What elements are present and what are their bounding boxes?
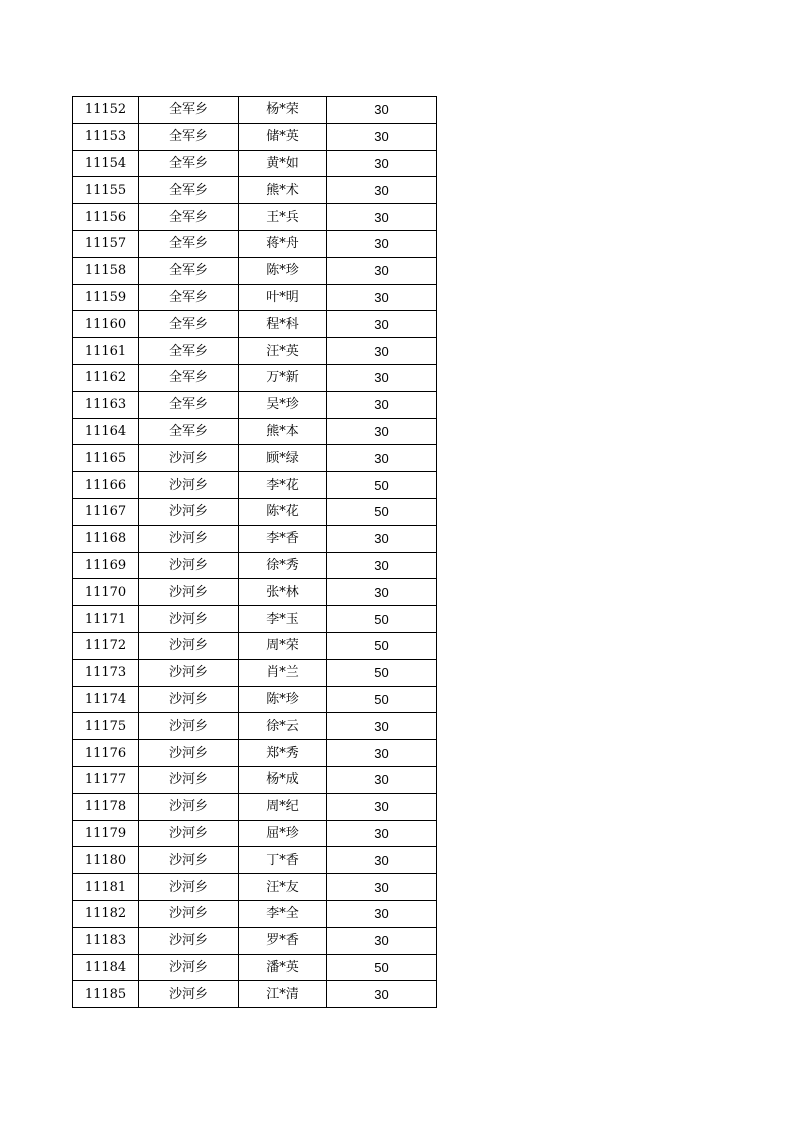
amount-cell: 30 xyxy=(327,338,437,365)
town-cell: 全军乡 xyxy=(139,311,239,338)
amount-cell: 30 xyxy=(327,364,437,391)
amount-cell: 30 xyxy=(327,552,437,579)
id-cell: 11164 xyxy=(73,418,139,445)
amount-cell: 30 xyxy=(327,525,437,552)
table-row xyxy=(73,793,437,820)
amount-cell: 30 xyxy=(327,230,437,257)
amount-cell: 50 xyxy=(327,659,437,686)
amount-cell: 30 xyxy=(327,579,437,606)
table-row xyxy=(73,954,437,981)
name-cell: 李*全 xyxy=(239,900,327,927)
amount-cell: 50 xyxy=(327,498,437,525)
name-cell: 张*林 xyxy=(239,579,327,606)
name-cell: 吴*珍 xyxy=(239,391,327,418)
name-cell: 李*花 xyxy=(239,472,327,499)
town-cell: 全军乡 xyxy=(139,177,239,204)
amount-cell: 30 xyxy=(327,284,437,311)
amount-cell: 50 xyxy=(327,954,437,981)
id-cell: 11172 xyxy=(73,632,139,659)
name-cell: 黄*如 xyxy=(239,150,327,177)
amount-cell: 50 xyxy=(327,606,437,633)
table-row xyxy=(73,418,437,445)
table-row xyxy=(73,606,437,633)
name-cell: 汪*友 xyxy=(239,874,327,901)
table-row xyxy=(73,123,437,150)
amount-cell: 30 xyxy=(327,150,437,177)
amount-cell: 30 xyxy=(327,257,437,284)
id-cell: 11162 xyxy=(73,364,139,391)
town-cell: 沙河乡 xyxy=(139,981,239,1008)
amount-cell: 30 xyxy=(327,874,437,901)
name-cell: 徐*秀 xyxy=(239,552,327,579)
table-row xyxy=(73,311,437,338)
table-row xyxy=(73,579,437,606)
table-row xyxy=(73,472,437,499)
id-cell: 11170 xyxy=(73,579,139,606)
table-row xyxy=(73,498,437,525)
id-cell: 11183 xyxy=(73,927,139,954)
id-cell: 11171 xyxy=(73,606,139,633)
amount-cell: 30 xyxy=(327,418,437,445)
id-cell: 11175 xyxy=(73,713,139,740)
id-cell: 11160 xyxy=(73,311,139,338)
amount-cell: 30 xyxy=(327,445,437,472)
table-row xyxy=(73,740,437,767)
id-cell: 11165 xyxy=(73,445,139,472)
id-cell: 11176 xyxy=(73,740,139,767)
name-cell: 万*新 xyxy=(239,364,327,391)
town-cell: 沙河乡 xyxy=(139,659,239,686)
name-cell: 郑*秀 xyxy=(239,740,327,767)
table-row xyxy=(73,391,437,418)
name-cell: 王*兵 xyxy=(239,204,327,231)
amount-cell: 30 xyxy=(327,311,437,338)
id-cell: 11181 xyxy=(73,874,139,901)
table-row xyxy=(73,525,437,552)
name-cell: 屈*珍 xyxy=(239,820,327,847)
name-cell: 肖*兰 xyxy=(239,659,327,686)
town-cell: 全军乡 xyxy=(139,391,239,418)
town-cell: 沙河乡 xyxy=(139,954,239,981)
town-cell: 沙河乡 xyxy=(139,525,239,552)
name-cell: 程*科 xyxy=(239,311,327,338)
id-cell: 11180 xyxy=(73,847,139,874)
amount-cell: 30 xyxy=(327,847,437,874)
table-row xyxy=(73,659,437,686)
table-row xyxy=(73,820,437,847)
name-cell: 杨*成 xyxy=(239,766,327,793)
town-cell: 沙河乡 xyxy=(139,498,239,525)
id-cell: 11178 xyxy=(73,793,139,820)
name-cell: 潘*英 xyxy=(239,954,327,981)
table-row xyxy=(73,150,437,177)
town-cell: 全军乡 xyxy=(139,123,239,150)
town-cell: 全军乡 xyxy=(139,230,239,257)
town-cell: 全军乡 xyxy=(139,257,239,284)
town-cell: 沙河乡 xyxy=(139,686,239,713)
town-cell: 沙河乡 xyxy=(139,740,239,767)
table-row xyxy=(73,177,437,204)
amount-cell: 50 xyxy=(327,686,437,713)
table-row xyxy=(73,284,437,311)
id-cell: 11152 xyxy=(73,97,139,124)
amount-cell: 30 xyxy=(327,713,437,740)
name-cell: 丁*香 xyxy=(239,847,327,874)
id-cell: 11156 xyxy=(73,204,139,231)
id-cell: 11173 xyxy=(73,659,139,686)
town-cell: 沙河乡 xyxy=(139,927,239,954)
amount-cell: 30 xyxy=(327,177,437,204)
town-cell: 沙河乡 xyxy=(139,820,239,847)
name-cell: 周*荣 xyxy=(239,632,327,659)
amount-cell: 30 xyxy=(327,927,437,954)
table-row xyxy=(73,874,437,901)
table-row xyxy=(73,364,437,391)
town-cell: 全军乡 xyxy=(139,97,239,124)
town-cell: 沙河乡 xyxy=(139,713,239,740)
amount-cell: 30 xyxy=(327,981,437,1008)
table-row xyxy=(73,900,437,927)
id-cell: 11185 xyxy=(73,981,139,1008)
amount-cell: 50 xyxy=(327,632,437,659)
table-row xyxy=(73,847,437,874)
name-cell: 杨*荣 xyxy=(239,97,327,124)
table-row xyxy=(73,686,437,713)
data-table xyxy=(72,96,437,1008)
town-cell: 沙河乡 xyxy=(139,793,239,820)
id-cell: 11166 xyxy=(73,472,139,499)
id-cell: 11182 xyxy=(73,900,139,927)
town-cell: 沙河乡 xyxy=(139,472,239,499)
amount-cell: 30 xyxy=(327,900,437,927)
table-row xyxy=(73,766,437,793)
id-cell: 11177 xyxy=(73,766,139,793)
name-cell: 叶*明 xyxy=(239,284,327,311)
town-cell: 沙河乡 xyxy=(139,766,239,793)
town-cell: 沙河乡 xyxy=(139,579,239,606)
name-cell: 汪*英 xyxy=(239,338,327,365)
id-cell: 11157 xyxy=(73,230,139,257)
amount-cell: 30 xyxy=(327,204,437,231)
amount-cell: 30 xyxy=(327,97,437,124)
table-row xyxy=(73,257,437,284)
town-cell: 全军乡 xyxy=(139,284,239,311)
amount-cell: 30 xyxy=(327,391,437,418)
amount-cell: 30 xyxy=(327,123,437,150)
id-cell: 11159 xyxy=(73,284,139,311)
table-row xyxy=(73,97,437,124)
name-cell: 罗*香 xyxy=(239,927,327,954)
name-cell: 陈*珍 xyxy=(239,686,327,713)
town-cell: 沙河乡 xyxy=(139,606,239,633)
name-cell: 储*英 xyxy=(239,123,327,150)
table-row xyxy=(73,713,437,740)
town-cell: 沙河乡 xyxy=(139,552,239,579)
amount-cell: 30 xyxy=(327,740,437,767)
town-cell: 全军乡 xyxy=(139,418,239,445)
id-cell: 11161 xyxy=(73,338,139,365)
name-cell: 顾*绿 xyxy=(239,445,327,472)
name-cell: 熊*本 xyxy=(239,418,327,445)
amount-cell: 30 xyxy=(327,793,437,820)
id-cell: 11154 xyxy=(73,150,139,177)
id-cell: 11153 xyxy=(73,123,139,150)
id-cell: 11179 xyxy=(73,820,139,847)
town-cell: 沙河乡 xyxy=(139,632,239,659)
id-cell: 11168 xyxy=(73,525,139,552)
name-cell: 徐*云 xyxy=(239,713,327,740)
town-cell: 沙河乡 xyxy=(139,847,239,874)
amount-cell: 30 xyxy=(327,820,437,847)
town-cell: 全军乡 xyxy=(139,364,239,391)
name-cell: 李*玉 xyxy=(239,606,327,633)
table-row xyxy=(73,445,437,472)
town-cell: 全军乡 xyxy=(139,204,239,231)
table-row xyxy=(73,981,437,1008)
table-row xyxy=(73,230,437,257)
name-cell: 陈*花 xyxy=(239,498,327,525)
town-cell: 全军乡 xyxy=(139,338,239,365)
id-cell: 11163 xyxy=(73,391,139,418)
name-cell: 江*清 xyxy=(239,981,327,1008)
table-row xyxy=(73,927,437,954)
town-cell: 全军乡 xyxy=(139,150,239,177)
name-cell: 李*香 xyxy=(239,525,327,552)
table-row xyxy=(73,632,437,659)
amount-cell: 30 xyxy=(327,766,437,793)
table-body xyxy=(73,97,437,1008)
table-row xyxy=(73,204,437,231)
table-row xyxy=(73,552,437,579)
name-cell: 周*纪 xyxy=(239,793,327,820)
town-cell: 沙河乡 xyxy=(139,900,239,927)
name-cell: 陈*珍 xyxy=(239,257,327,284)
amount-cell: 50 xyxy=(327,472,437,499)
id-cell: 11184 xyxy=(73,954,139,981)
table-row xyxy=(73,338,437,365)
id-cell: 11158 xyxy=(73,257,139,284)
name-cell: 蒋*舟 xyxy=(239,230,327,257)
id-cell: 11167 xyxy=(73,498,139,525)
id-cell: 11155 xyxy=(73,177,139,204)
id-cell: 11169 xyxy=(73,552,139,579)
name-cell: 熊*术 xyxy=(239,177,327,204)
town-cell: 沙河乡 xyxy=(139,445,239,472)
town-cell: 沙河乡 xyxy=(139,874,239,901)
id-cell: 11174 xyxy=(73,686,139,713)
